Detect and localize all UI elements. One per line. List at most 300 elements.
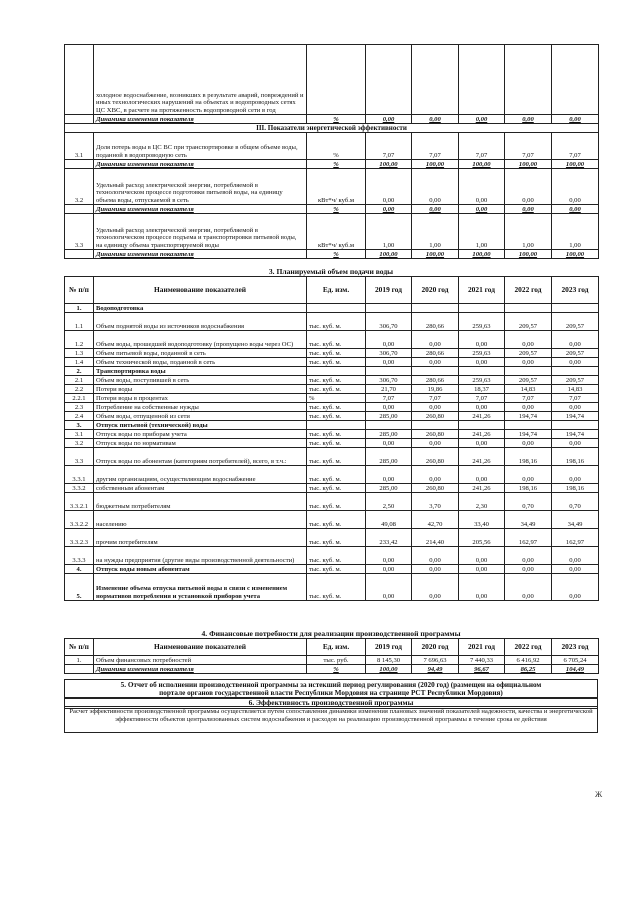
- indicator-name: Объем воды, прошедшей водоподготовку (пропущено воды через ОС): [94, 331, 307, 349]
- header-unit: Ед. изм.: [307, 277, 366, 304]
- header-row: [65, 277, 599, 304]
- value-cell: 209,57: [552, 376, 599, 385]
- value-cell: 285,00: [366, 484, 412, 493]
- table-row: [65, 115, 599, 124]
- value-cell: 241,26: [459, 430, 505, 439]
- row-number: [65, 250, 94, 259]
- header-year: 2019 год: [366, 277, 412, 304]
- header-num: № п/п: [65, 639, 94, 656]
- value-cell: 194,74: [552, 430, 599, 439]
- value-cell: 259,63: [459, 376, 505, 385]
- row-number: 3.2: [65, 169, 94, 205]
- indicator-name: Удельный расход электрической энергии, потребляемой в технологическом процессе подготовки питьевой воды, на единицу объема воды, отпускаемой в сеть: [94, 169, 307, 205]
- header-row: [65, 639, 599, 656]
- value-cell: 1,00: [459, 214, 505, 250]
- value-cell: 0,00: [505, 169, 552, 205]
- value-cell: 0,00: [505, 439, 552, 448]
- table-row: [65, 331, 599, 349]
- unit-cell: [307, 304, 366, 313]
- table-row: [65, 403, 599, 412]
- table-row: [65, 565, 599, 574]
- value-cell: 3,70: [412, 493, 459, 511]
- unit-cell: тыс. куб. м.: [307, 349, 366, 358]
- indicator-name: Изменение объема отпуска питьевой воды в связи с изменением нормативов потребления и установкой приборов учета: [94, 574, 307, 601]
- value-cell: [366, 304, 412, 313]
- value-cell: 306,70: [366, 376, 412, 385]
- value-cell: 0,00: [505, 331, 552, 349]
- value-cell: 1,00: [412, 214, 459, 250]
- value-cell: [552, 367, 599, 376]
- row-number: [65, 115, 94, 124]
- row-number: 5.: [65, 574, 94, 601]
- value-cell: 2,30: [459, 493, 505, 511]
- indicator-name: холодное водоснабжение, возникших в результате аварий, повреждений и иных технологических нарушений на объектах и водопроводных сетях ЦС ХВС, в расчете на протяженность водопроводной сети в год: [94, 45, 307, 115]
- value-cell: 0,00: [552, 169, 599, 205]
- value-cell: 0,00: [366, 331, 412, 349]
- value-cell: 0,00: [366, 574, 412, 601]
- report-note: [64, 679, 598, 699]
- header-year: 2021 год: [459, 277, 505, 304]
- value-cell: 100,00: [459, 250, 505, 259]
- unit-cell: %: [307, 160, 366, 169]
- value-cell: [459, 421, 505, 430]
- value-cell: 0,00: [505, 358, 552, 367]
- value-cell: 18,37: [459, 385, 505, 394]
- value-cell: 7,07: [505, 394, 552, 403]
- table-row: [65, 574, 599, 601]
- unit-cell: тыс. куб. м.: [307, 565, 366, 574]
- table-row: [65, 511, 599, 529]
- value-cell: 0,00: [412, 169, 459, 205]
- unit-cell: %: [307, 133, 366, 160]
- unit-cell: тыс. куб. м.: [307, 466, 366, 484]
- value-cell: [412, 304, 459, 313]
- value-cell: 260,80: [412, 430, 459, 439]
- efficiency-text: Расчет эффективности производственной программы осуществляется путем сопоставления динамики изменения плановых значений показателей надежности, качества и энергетической эффективности объектов централизованных систем водоснабжения и расходов на реализацию производственной программы в течение срока ее действия: [64, 706, 598, 733]
- unit-cell: тыс. куб. м.: [307, 574, 366, 601]
- value-cell: 8 145,30: [366, 656, 412, 665]
- indicator-name: Объем воды, отпущенной из сети: [94, 412, 307, 421]
- value-cell: 0,00: [412, 403, 459, 412]
- value-cell: 21,70: [366, 385, 412, 394]
- value-cell: 34,49: [505, 511, 552, 529]
- header-year: 2022 год: [505, 277, 552, 304]
- value-cell: 1,00: [366, 214, 412, 250]
- unit-cell: тыс. куб. м.: [307, 313, 366, 331]
- value-cell: 194,74: [505, 412, 552, 421]
- value-cell: 0,70: [505, 493, 552, 511]
- value-cell: 285,00: [366, 430, 412, 439]
- value-cell: 0,00: [412, 439, 459, 448]
- efficiency-caption: 6. Эффективность производственной программы: [64, 697, 598, 709]
- top-indicators-table: [64, 44, 599, 259]
- table-row: [65, 484, 599, 493]
- value-cell: 285,00: [366, 448, 412, 466]
- value-cell: [505, 367, 552, 376]
- row-number: 2.4: [65, 412, 94, 421]
- value-cell: 0,00: [412, 574, 459, 601]
- unit-cell: %: [307, 665, 366, 674]
- unit-cell: тыс. куб. м.: [307, 385, 366, 394]
- value-cell: [552, 304, 599, 313]
- value-cell: 0,00: [459, 565, 505, 574]
- value-cell: 209,57: [505, 376, 552, 385]
- value-cell: 100,00: [459, 160, 505, 169]
- row-number: 3.: [65, 421, 94, 430]
- value-cell: 1,00: [505, 214, 552, 250]
- table-row: [65, 169, 599, 205]
- value-cell: 209,57: [552, 349, 599, 358]
- indicator-name: Транспортировка воды: [94, 367, 307, 376]
- indicator-name: Объем финансовых потребностей: [94, 656, 307, 665]
- unit-cell: тыс. куб. м.: [307, 430, 366, 439]
- value-cell: 0,00: [366, 205, 412, 214]
- value-cell: 7,07: [459, 133, 505, 160]
- row-number: 1.: [65, 304, 94, 313]
- value-cell: 7,07: [552, 133, 599, 160]
- value-cell: 198,16: [505, 484, 552, 493]
- value-cell: 205,56: [459, 529, 505, 547]
- indicator-name: Отпуск воды по приборам учета: [94, 430, 307, 439]
- table-row: [65, 547, 599, 565]
- unit-cell: тыс. куб. м.: [307, 358, 366, 367]
- table-row: [65, 394, 599, 403]
- value-cell: 100,00: [505, 250, 552, 259]
- unit-cell: тыс. куб. м.: [307, 403, 366, 412]
- value-cell: [459, 367, 505, 376]
- table-row: [65, 160, 599, 169]
- table-row: [65, 358, 599, 367]
- header-year: 2019 год: [366, 639, 412, 656]
- unit-cell: тыс. куб. м.: [307, 448, 366, 466]
- value-cell: 0,00: [505, 547, 552, 565]
- section-title: III. Показатели энергетической эффективности: [65, 124, 599, 133]
- finance-caption: 4. Финансовые потребности для реализации производственной программы: [201, 629, 461, 638]
- row-number: 3.3.2.3: [65, 529, 94, 547]
- unit-cell: %: [307, 250, 366, 259]
- row-number: 3.2: [65, 439, 94, 448]
- indicator-name: Потери воды: [94, 385, 307, 394]
- row-number: 3.3.2.2: [65, 511, 94, 529]
- table-row: [65, 430, 599, 439]
- value-cell: 100,00: [552, 160, 599, 169]
- value-cell: 0,00: [552, 205, 599, 214]
- value-cell: 0,00: [505, 115, 552, 124]
- value-cell: 0,00: [459, 169, 505, 205]
- table-row: [65, 385, 599, 394]
- header-num: № п/п: [65, 277, 94, 304]
- unit-cell: [307, 367, 366, 376]
- indicator-name: Потребление на собственные нужды: [94, 403, 307, 412]
- value-cell: 19,86: [412, 385, 459, 394]
- unit-cell: тыс. куб. м.: [307, 439, 366, 448]
- value-cell: 198,16: [505, 448, 552, 466]
- value-cell: [505, 304, 552, 313]
- value-cell: 0,00: [412, 358, 459, 367]
- value-cell: 7,07: [412, 394, 459, 403]
- value-cell: 0,00: [552, 574, 599, 601]
- value-cell: [366, 45, 412, 115]
- value-cell: 0,00: [366, 547, 412, 565]
- value-cell: 306,70: [366, 349, 412, 358]
- value-cell: 209,57: [505, 313, 552, 331]
- header-year: 2020 год: [412, 639, 459, 656]
- table-row: [65, 250, 599, 259]
- value-cell: 14,83: [505, 385, 552, 394]
- indicator-name: Отпуск воды по нормативам: [94, 439, 307, 448]
- header-year: 2023 год: [552, 639, 599, 656]
- row-number: 3.3.2.1: [65, 493, 94, 511]
- value-cell: 0,00: [366, 439, 412, 448]
- value-cell: 214,40: [412, 529, 459, 547]
- finance-table: [64, 638, 599, 674]
- value-cell: 260,80: [412, 412, 459, 421]
- value-cell: 7,07: [505, 133, 552, 160]
- value-cell: 0,00: [505, 565, 552, 574]
- table-row: [65, 349, 599, 358]
- value-cell: 86,25: [505, 665, 552, 674]
- row-number: 3.3.3: [65, 547, 94, 565]
- value-cell: 0,00: [505, 403, 552, 412]
- unit-cell: кВт*ч/ куб.м: [307, 214, 366, 250]
- table-row: [65, 529, 599, 547]
- value-cell: [366, 421, 412, 430]
- value-cell: [412, 45, 459, 115]
- value-cell: 33,40: [459, 511, 505, 529]
- value-cell: 194,74: [505, 430, 552, 439]
- table-row: [65, 205, 599, 214]
- table-row: [65, 124, 599, 133]
- value-cell: 2,50: [366, 493, 412, 511]
- value-cell: 0,00: [412, 547, 459, 565]
- value-cell: 100,00: [505, 160, 552, 169]
- supply-caption: 3. Планируемый объем подачи воды: [268, 267, 394, 276]
- value-cell: 260,80: [412, 448, 459, 466]
- unit-cell: тыс. куб. м.: [307, 529, 366, 547]
- value-cell: 233,42: [366, 529, 412, 547]
- header-name: Наименование показателей: [94, 639, 307, 656]
- row-number: 3.3: [65, 448, 94, 466]
- value-cell: 0,00: [459, 115, 505, 124]
- value-cell: 100,00: [412, 250, 459, 259]
- value-cell: 100,00: [366, 665, 412, 674]
- row-number: 1.2: [65, 331, 94, 349]
- value-cell: 0,00: [505, 574, 552, 601]
- row-number: 4.: [65, 565, 94, 574]
- unit-cell: тыс. куб. м.: [307, 376, 366, 385]
- value-cell: [459, 304, 505, 313]
- value-cell: 280,66: [412, 313, 459, 331]
- value-cell: [552, 421, 599, 430]
- value-cell: 0,00: [505, 466, 552, 484]
- value-cell: 0,00: [552, 565, 599, 574]
- row-number: 3.1: [65, 430, 94, 439]
- header-year: 2022 год: [505, 639, 552, 656]
- value-cell: 42,70: [412, 511, 459, 529]
- unit-cell: [307, 421, 366, 430]
- unit-cell: тыс. куб. м.: [307, 547, 366, 565]
- row-number: [65, 205, 94, 214]
- table-row: [65, 439, 599, 448]
- value-cell: 0,00: [552, 115, 599, 124]
- indicator-name: Динамика изменения показателя: [94, 665, 307, 674]
- table-row: [65, 133, 599, 160]
- value-cell: 0,00: [459, 547, 505, 565]
- indicator-name: Доля потерь воды в ЦС ВС при транспортировке в общем объеме воды, поданной в водопроводную сеть: [94, 133, 307, 160]
- page-mark: Ж: [595, 790, 603, 799]
- row-number: [65, 160, 94, 169]
- value-cell: 285,00: [366, 412, 412, 421]
- table-row: [65, 448, 599, 466]
- table-row: [65, 466, 599, 484]
- value-cell: 0,00: [459, 439, 505, 448]
- value-cell: 198,16: [552, 448, 599, 466]
- table-row: [65, 214, 599, 250]
- value-cell: 0,00: [459, 466, 505, 484]
- value-cell: 6 705,24: [552, 656, 599, 665]
- indicator-name: Отпуск питьевой (технической) воды: [94, 421, 307, 430]
- value-cell: 1,00: [552, 214, 599, 250]
- value-cell: 162,97: [505, 529, 552, 547]
- value-cell: 0,00: [412, 205, 459, 214]
- table-row: [65, 376, 599, 385]
- value-cell: 100,00: [366, 250, 412, 259]
- unit-cell: %: [307, 394, 366, 403]
- row-number: 1.: [65, 656, 94, 665]
- unit-cell: тыс. куб. м.: [307, 331, 366, 349]
- row-number: [65, 45, 94, 115]
- table-row: [65, 313, 599, 331]
- value-cell: [552, 45, 599, 115]
- row-number: 1.1: [65, 313, 94, 331]
- row-number: 2.2: [65, 385, 94, 394]
- value-cell: 241,26: [459, 448, 505, 466]
- value-cell: 259,63: [459, 313, 505, 331]
- value-cell: 280,66: [412, 376, 459, 385]
- indicator-name: Водоподготовка: [94, 304, 307, 313]
- value-cell: [505, 45, 552, 115]
- value-cell: 0,00: [412, 466, 459, 484]
- value-cell: 96,67: [459, 665, 505, 674]
- value-cell: 0,00: [552, 403, 599, 412]
- header-year: 2023 год: [552, 277, 599, 304]
- row-number: 2.2.1: [65, 394, 94, 403]
- value-cell: 7,07: [366, 133, 412, 160]
- value-cell: 280,66: [412, 349, 459, 358]
- row-number: 3.3.2: [65, 484, 94, 493]
- table-row: [65, 665, 599, 674]
- table-row: [65, 421, 599, 430]
- row-number: 2.1: [65, 376, 94, 385]
- value-cell: 162,97: [552, 529, 599, 547]
- indicator-name: Удельный расход электрической энергии, потребляемой в технологическом процессе подъема и транспортировки питьевой воды, на единицу объема транспортируемой воды: [94, 214, 307, 250]
- value-cell: [505, 421, 552, 430]
- value-cell: 6 416,92: [505, 656, 552, 665]
- value-cell: 0,00: [459, 358, 505, 367]
- value-cell: 194,74: [552, 412, 599, 421]
- table-row: [65, 304, 599, 313]
- value-cell: 0,00: [366, 358, 412, 367]
- value-cell: 7,07: [366, 394, 412, 403]
- value-cell: 0,00: [412, 115, 459, 124]
- indicator-name: Динамика изменения показателя: [94, 160, 307, 169]
- indicator-name: Отпуск воды по абонентам (категориям потребителей), всего, в т.ч.:: [94, 448, 307, 466]
- value-cell: 7 440,33: [459, 656, 505, 665]
- unit-cell: тыс. руб.: [307, 656, 366, 665]
- value-cell: 0,00: [459, 205, 505, 214]
- value-cell: 0,00: [366, 565, 412, 574]
- indicator-name: Динамика изменения показателя: [94, 115, 307, 124]
- indicator-name: на нужды предприятия (другие виды производственной деятельности): [94, 547, 307, 565]
- value-cell: 209,57: [552, 313, 599, 331]
- header-year: 2020 год: [412, 277, 459, 304]
- value-cell: 0,00: [459, 403, 505, 412]
- unit-cell: тыс. куб. м.: [307, 484, 366, 493]
- value-cell: [412, 367, 459, 376]
- row-number: 2.3: [65, 403, 94, 412]
- unit-cell: тыс. куб. м.: [307, 511, 366, 529]
- header-unit: Ед. изм.: [307, 639, 366, 656]
- value-cell: 198,16: [552, 484, 599, 493]
- indicator-name: Динамика изменения показателя: [94, 205, 307, 214]
- value-cell: 7,07: [412, 133, 459, 160]
- value-cell: 0,00: [552, 331, 599, 349]
- value-cell: 0,00: [459, 331, 505, 349]
- value-cell: 34,49: [552, 511, 599, 529]
- value-cell: 100,00: [552, 250, 599, 259]
- indicator-name: Объем воды, поступившей в сеть: [94, 376, 307, 385]
- indicator-name: прочим потребителям: [94, 529, 307, 547]
- row-number: 3.3: [65, 214, 94, 250]
- indicator-name: другим организациям, осуществляющим водоснабжение: [94, 466, 307, 484]
- unit-cell: тыс. куб. м.: [307, 412, 366, 421]
- value-cell: 100,00: [366, 160, 412, 169]
- value-cell: 259,63: [459, 349, 505, 358]
- value-cell: 241,26: [459, 484, 505, 493]
- value-cell: 0,00: [552, 439, 599, 448]
- value-cell: 209,57: [505, 349, 552, 358]
- row-number: 3.1: [65, 133, 94, 160]
- value-cell: 0,00: [505, 205, 552, 214]
- value-cell: 7,07: [552, 394, 599, 403]
- value-cell: 7 696,63: [412, 656, 459, 665]
- table-row: [65, 656, 599, 665]
- value-cell: 0,00: [366, 169, 412, 205]
- unit-cell: [307, 45, 366, 115]
- unit-cell: кВт*ч/ куб.м: [307, 169, 366, 205]
- row-number: 2.: [65, 367, 94, 376]
- value-cell: 49,08: [366, 511, 412, 529]
- indicator-name: Потери воды в процентах: [94, 394, 307, 403]
- indicator-name: Объем технической воды, поданной в сеть: [94, 358, 307, 367]
- unit-cell: %: [307, 205, 366, 214]
- value-cell: 260,80: [412, 484, 459, 493]
- report-line-2: портале органов государственной власти Республики Мордовия на странице РСТ Республики Мордовия): [159, 689, 503, 697]
- value-cell: 0,00: [366, 466, 412, 484]
- row-number: 3.3.1: [65, 466, 94, 484]
- indicator-name: Отпуск воды новым абонентам: [94, 565, 307, 574]
- value-cell: 0,00: [366, 115, 412, 124]
- unit-cell: тыс. куб. м.: [307, 493, 366, 511]
- value-cell: 0,00: [366, 403, 412, 412]
- row-number: [65, 665, 94, 674]
- table-row: [65, 493, 599, 511]
- value-cell: 241,26: [459, 412, 505, 421]
- indicator-name: Объем поднятой воды из источников водоснабжения: [94, 313, 307, 331]
- indicator-name: Динамика изменения показателя: [94, 250, 307, 259]
- value-cell: 100,00: [412, 160, 459, 169]
- report-line-1: 5. Отчет об исполнении производственной программы за истекший период регулирования (2020 год) (размещен на официальном: [120, 681, 542, 689]
